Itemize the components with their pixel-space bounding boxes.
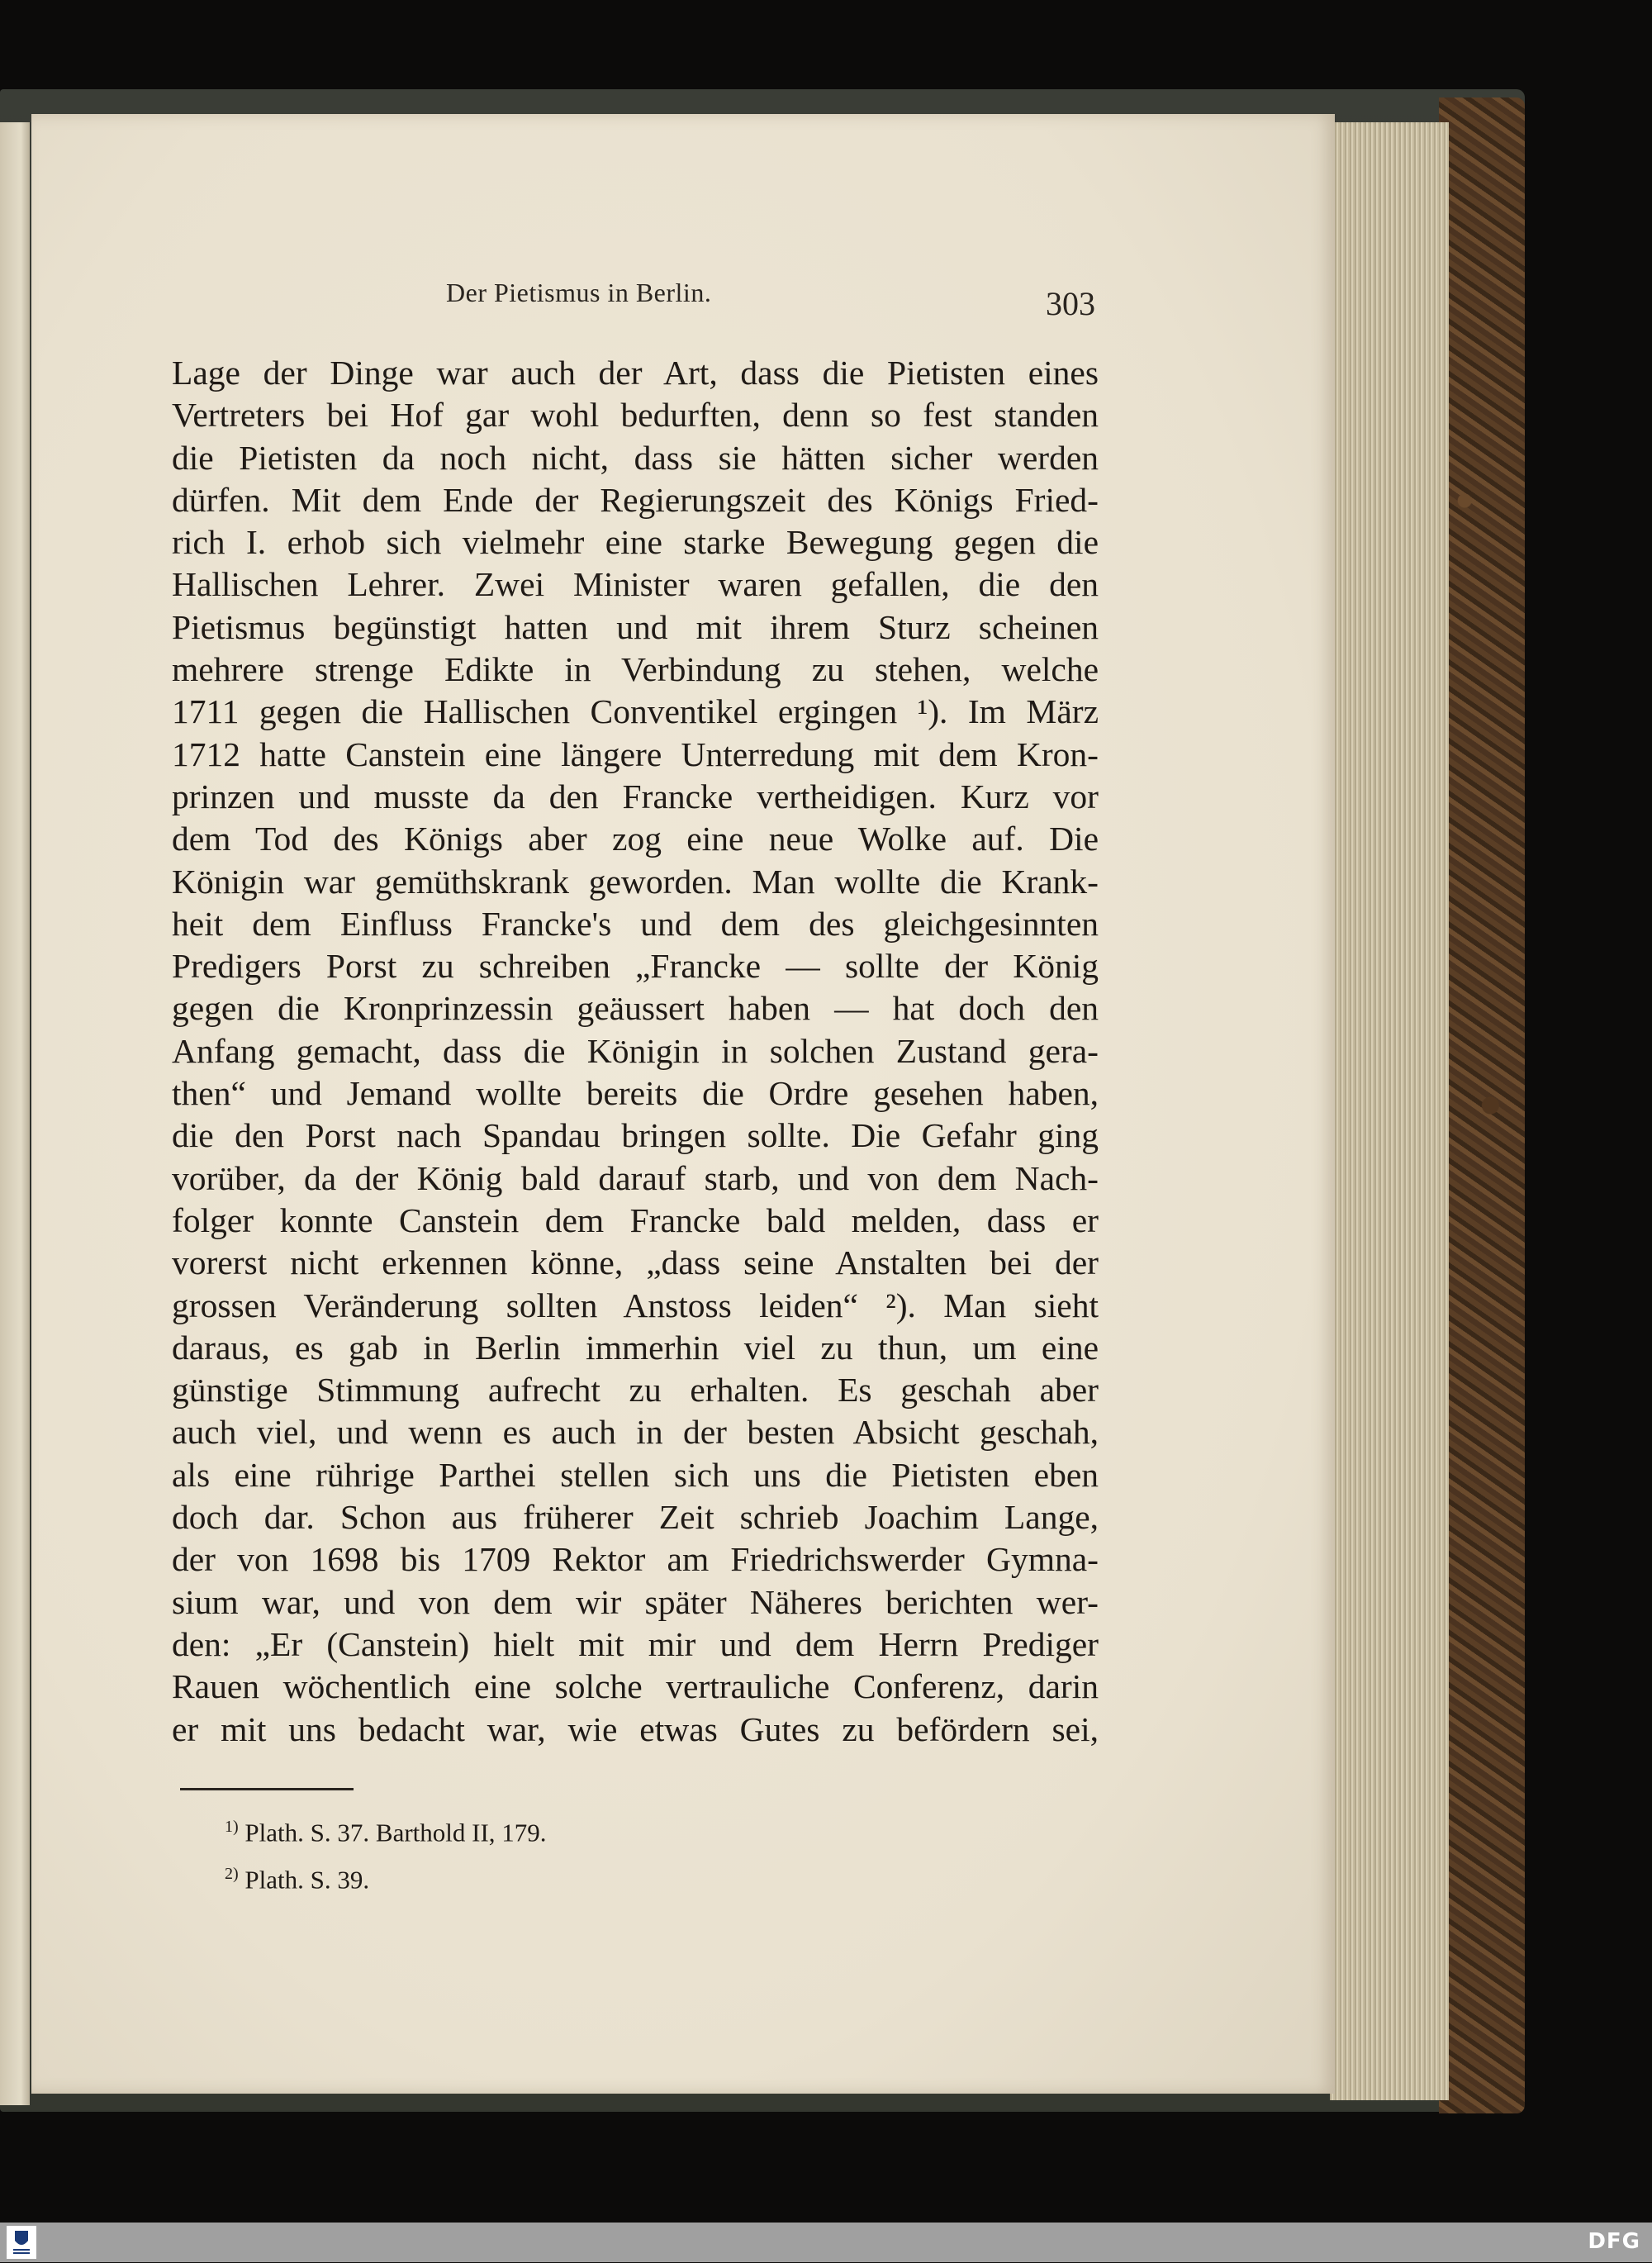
text-line: Predigers Porst zu schreiben „Francke — sollte der König <box>172 947 1099 986</box>
footnote-2 <box>225 1853 547 1900</box>
text-line: prinzen und musste da den Francke vertheidigen. Kurz vor <box>172 777 1099 815</box>
running-head: Der Pietismus in Berlin. <box>446 278 712 307</box>
text-line: gegen die Kronprinzessin geäussert haben — hat doch den <box>172 989 1099 1028</box>
text-line: günstige Stimmung aufrecht zu erhalten. Es geschah aber <box>172 1371 1099 1410</box>
footnotes <box>225 1806 547 1901</box>
text-line: dürfen. Mit dem Ende der Regierungszeit des Königs Fried- <box>172 480 1099 519</box>
text-line: Anfang gemacht, dass die Königin in solchen Zustand gera- <box>172 1031 1099 1070</box>
body-text <box>172 352 1099 1751</box>
footnote-text: Plath. S. 37. Barthold II, 179. <box>244 1818 547 1847</box>
text-line: Rauen wöchentlich eine solche vertrauliche Conferenz, darin <box>172 1667 1099 1706</box>
text-line: als eine rührige Parthei stellen sich uns die Pietisten eben <box>172 1455 1099 1494</box>
text-line: 1712 hatte Canstein eine längere Unterredung mit dem Kron- <box>172 735 1099 773</box>
footnote-rule <box>180 1788 354 1790</box>
footnote-marker: 1) <box>225 1818 239 1836</box>
dfg-logo: DFG <box>1588 2229 1640 2254</box>
text-line: dem Tod des Königs aber zog eine neue Wolke auf. Die <box>172 820 1099 858</box>
text-line: den: „Er (Canstein) hielt mit mir und dem Herrn Prediger <box>172 1624 1099 1663</box>
text-line: 1711 gegen die Hallischen Conventikel ergingen ¹). Im März <box>172 692 1099 731</box>
footnote-marker: 2) <box>225 1865 239 1884</box>
text-line: Lage der Dinge war auch der Art, dass die Pietisten eines <box>172 354 1099 392</box>
text-line: Königin war gemüthskrank geworden. Man wollte die Krank- <box>172 862 1099 901</box>
footnote-1 <box>225 1806 547 1853</box>
text-line: Vertreters bei Hof gar wohl bedurften, denn so fest standen <box>172 396 1099 435</box>
text-line: then“ und Jemand wollte bereits die Ordre gesehen haben, <box>172 1074 1099 1113</box>
text-line: Hallischen Lehrer. Zwei Minister waren gefallen, die den <box>172 565 1099 604</box>
left-page-edge <box>0 122 30 2105</box>
text-line: heit dem Einfluss Francke's und dem des gleichgesinnten <box>172 904 1099 943</box>
marbled-board <box>1439 97 1525 2113</box>
text-line: die Pietisten da noch nicht, dass sie hätten sicher werden <box>172 438 1099 477</box>
text-line: er mit uns bedacht war, wie etwas Gutes zu befördern sei, <box>172 1709 1099 1748</box>
text-line: die den Porst nach Spandau bringen sollte. Die Gefahr ging <box>172 1116 1099 1155</box>
library-crest-icon <box>7 2226 36 2259</box>
page-edges <box>1330 122 1449 2100</box>
text-line: auch viel, und wenn es auch in der besten Absicht geschah, <box>172 1413 1099 1452</box>
text-line: sium war, und von dem wir später Näheres berichten wer- <box>172 1582 1099 1621</box>
text-line: rich I. erhob sich vielmehr eine starke Bewegung gegen die <box>172 523 1099 562</box>
page-number: 303 <box>1046 285 1095 322</box>
footnote-text: Plath. S. 39. <box>244 1865 370 1895</box>
text-line: grossen Veränderung sollten Anstoss leiden“ ²). Man sieht <box>172 1286 1099 1324</box>
text-line: mehrere strenge Edikte in Verbindung zu stehen, welche <box>172 650 1099 689</box>
text-line: doch dar. Schon aus früherer Zeit schrieb Joachim Lange, <box>172 1498 1099 1537</box>
text-line: Pietismus begünstigt hatten und mit ihrem Sturz scheinen <box>172 607 1099 646</box>
text-line: vorüber, da der König bald darauf starb, und von dem Nach- <box>172 1158 1099 1197</box>
text-line: vorerst nicht erkennen könne, „dass seine Anstalten bei der <box>172 1243 1099 1282</box>
text-line: folger konnte Canstein dem Francke bald melden, dass er <box>172 1200 1099 1239</box>
viewer-footer-bar <box>0 2223 1652 2262</box>
text-line: daraus, es gab in Berlin immerhin viel zu thun, um eine <box>172 1328 1099 1367</box>
text-line: der von 1698 bis 1709 Rektor am Friedrichswerder Gymna- <box>172 1540 1099 1579</box>
